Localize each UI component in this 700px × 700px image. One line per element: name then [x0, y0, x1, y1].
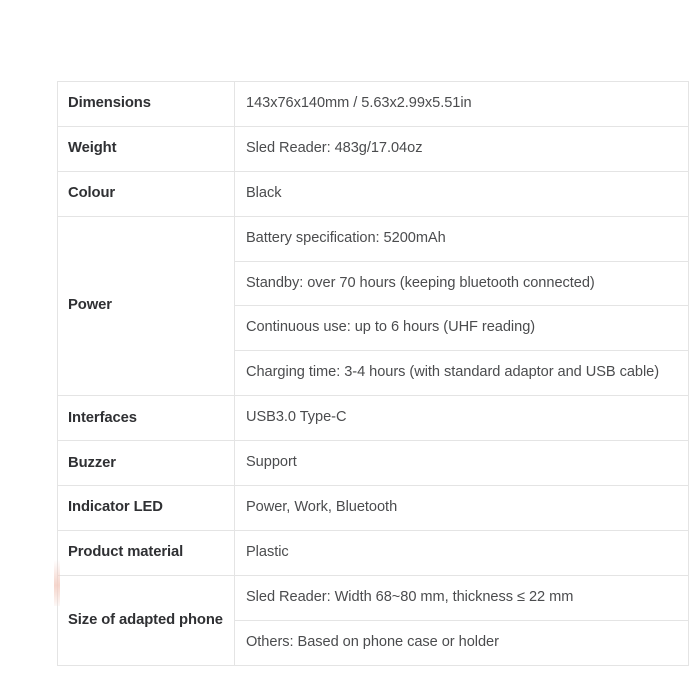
- spec-label-cell: Size of adapted phone: [58, 575, 235, 665]
- spec-label-cell: Indicator LED: [58, 486, 235, 531]
- spec-label-cell: Power: [58, 216, 235, 396]
- spec-value-cell: Standby: over 70 hours (keeping bluetooth connected): [235, 261, 689, 306]
- spec-label-cell: Dimensions: [58, 82, 235, 127]
- spec-label-cell: Interfaces: [58, 396, 235, 441]
- spec-value-cell: USB3.0 Type-C: [235, 396, 689, 441]
- spec-value-cell: Battery specification: 5200mAh: [235, 216, 689, 261]
- table-row: [58, 530, 689, 575]
- table-row: [58, 171, 689, 216]
- table-row: [58, 486, 689, 531]
- table-row: [58, 575, 689, 620]
- table-row: [58, 396, 689, 441]
- table-row: [58, 441, 689, 486]
- spec-value-cell: Sled Reader: Width 68~80 mm, thickness ≤ 22 mm: [235, 575, 689, 620]
- spec-value-cell: Charging time: 3-4 hours (with standard adaptor and USB cable): [235, 351, 689, 396]
- spec-value-cell: Plastic: [235, 530, 689, 575]
- spec-label-cell: Colour: [58, 171, 235, 216]
- table-row: [58, 216, 689, 261]
- spec-value-cell: Black: [235, 171, 689, 216]
- table-row: [58, 126, 689, 171]
- spec-label-cell: Weight: [58, 126, 235, 171]
- spec-value-cell: Power, Work, Bluetooth: [235, 486, 689, 531]
- table-row: [58, 82, 689, 127]
- specification-table: [57, 81, 689, 666]
- spec-value-cell: Others: Based on phone case or holder: [235, 620, 689, 665]
- spec-value-cell: 143x76x140mm / 5.63x2.99x5.51in: [235, 82, 689, 127]
- spec-label-cell: Product material: [58, 530, 235, 575]
- spec-value-cell: Support: [235, 441, 689, 486]
- spec-value-cell: Sled Reader: 483g/17.04oz: [235, 126, 689, 171]
- specification-table-body: [58, 82, 689, 666]
- spec-label-cell: Buzzer: [58, 441, 235, 486]
- spec-value-cell: Continuous use: up to 6 hours (UHF reading): [235, 306, 689, 351]
- spec-table-container: [57, 81, 660, 666]
